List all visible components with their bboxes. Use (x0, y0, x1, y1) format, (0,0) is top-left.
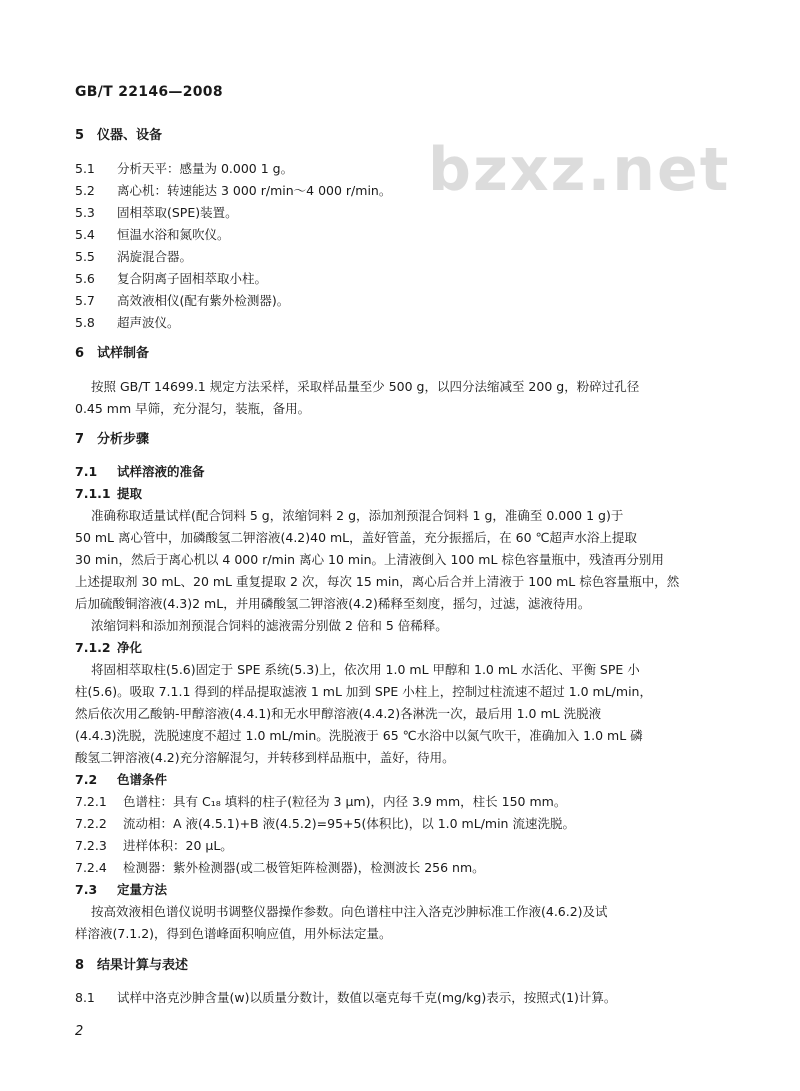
paragraph-line: 准确称取适量试样(配合饲料 5 g，浓缩饲料 2 g，添加剂预混合饲料 1 g，准确至 0.000 1 g)于 (91, 508, 624, 523)
list-item: 5.1 分析天平：感量为 0.000 1 g。 (75, 161, 294, 176)
paragraph-line: 30 min，然后于离心机以 4 000 r/min 离心 10 min。上清液倒入 100 mL 棕色容量瓶中，残渣再分别用 (75, 552, 664, 567)
paragraph-line: 柱(5.6)。吸取 7.1.1 得到的样品提取滤液 1 mL 加到 SPE 小柱上，控制过柱流速不超过 1.0 mL/min， (75, 684, 652, 699)
list-item: 5.6 复合阴离子固相萃取小柱。 (75, 271, 268, 286)
list-item: 5.8 超声波仪。 (75, 315, 180, 330)
page-number: 2 (75, 1024, 84, 1039)
list-item: 7.2.4 检测器：紫外检测器(或二极管矩阵检测器)，检测波长 256 nm。 (75, 860, 485, 875)
section-5-heading: 5 仪器、设备 (75, 128, 163, 143)
paragraph-line: 上述提取剂 30 mL、20 mL 重复提取 2 次，每次 15 min，离心后合并上清液于 100 mL 棕色容量瓶中，然 (75, 574, 680, 589)
section-7-heading: 7 分析步骤 (75, 432, 150, 447)
section-8-heading: 8 结果计算与表述 (75, 958, 189, 973)
watermark: bzxz.net (428, 135, 731, 205)
standard-code: GB/T 22146—2008 (75, 84, 223, 100)
subsection-7-3-heading: 7.3 定量方法 (75, 882, 168, 897)
list-item: 5.3 固相萃取(SPE)装置。 (75, 205, 238, 220)
paragraph-line: 按高效液相色谱仪说明书调整仪器操作参数。向色谱柱中注入洛克沙胂标准工作液(4.6.2)及试 (91, 904, 608, 919)
subsection-7-1-heading: 7.1 试样溶液的准备 (75, 464, 205, 479)
paragraph-line: 0.45 mm 早筛，充分混匀，装瓶，备用。 (75, 401, 311, 416)
paragraph-line: 按照 GB/T 14699.1 规定方法采样，采取样品量至少 500 g，以四分法缩减至 200 g，粉碎过孔径 (91, 379, 640, 394)
list-item: 5.5 涡旋混合器。 (75, 249, 193, 264)
paragraph-line: 后加硫酸铜溶液(4.3)2 mL，并用磷酸氢二钾溶液(4.2)稀释至刻度，摇匀，过滤，滤液待用。 (75, 596, 591, 611)
subsection-7-1-2-heading: 7.1.2 净化 (75, 640, 143, 655)
paragraph-line: 然后依次用乙酸钠-甲醇溶液(4.4.1)和无水甲醇溶液(4.4.2)各淋洗一次，最后用 1.0 mL 洗脱液 (75, 706, 602, 721)
subsection-7-1-1-heading: 7.1.1 提取 (75, 486, 143, 501)
list-item: 8.1 试样中洛克沙胂含量(w)以质量分数计，数值以毫克每千克(mg/kg)表示，按照式(1)计算。 (75, 990, 617, 1005)
list-item: 7.2.1 色谱柱：具有 C₁₈ 填料的柱子(粒径为 3 μm)，内径 3.9 mm，柱长 150 mm。 (75, 794, 567, 809)
paragraph-line: 酸氢二钾溶液(4.2)充分溶解混匀，并转移到样品瓶中，盖好，待用。 (75, 750, 455, 765)
section-6-heading: 6 试样制备 (75, 346, 150, 361)
list-item: 7.2.3 进样体积：20 μL。 (75, 838, 233, 853)
list-item: 7.2.2 流动相：A 液(4.5.1)+B 液(4.5.2)=95+5(体积比)，以 1.0 mL/min 流速洗脱。 (75, 816, 575, 831)
paragraph-line: 样溶液(7.1.2)，得到色谱峰面积响应值，用外标法定量。 (75, 926, 392, 941)
paragraph-line: 50 mL 离心管中，加磷酸氢二钾溶液(4.2)40 mL，盖好管盖，充分振摇后，在 60 ℃超声水浴上提取 (75, 530, 638, 545)
paragraph-line: 浓缩饲料和添加剂预混合饲料的滤液需分别做 2 倍和 5 倍稀释。 (91, 618, 448, 633)
paragraph-line: (4.4.3)洗脱，洗脱速度不超过 1.0 mL/min。洗脱液于 65 ℃水浴中以氮气吹干，准确加入 1.0 mL 磷 (75, 728, 643, 743)
list-item: 5.2 离心机：转速能达 3 000 r/min～4 000 r/min。 (75, 183, 392, 198)
list-item: 5.4 恒温水浴和氮吹仪。 (75, 227, 230, 242)
paragraph-line: 将固相萃取柱(5.6)固定于 SPE 系统(5.3)上，依次用 1.0 mL 甲醇和 1.0 mL 水活化、平衡 SPE 小 (91, 662, 640, 677)
subsection-7-2-heading: 7.2 色谱条件 (75, 772, 168, 787)
list-item: 5.7 高效液相仪(配有紫外检测器)。 (75, 293, 290, 308)
